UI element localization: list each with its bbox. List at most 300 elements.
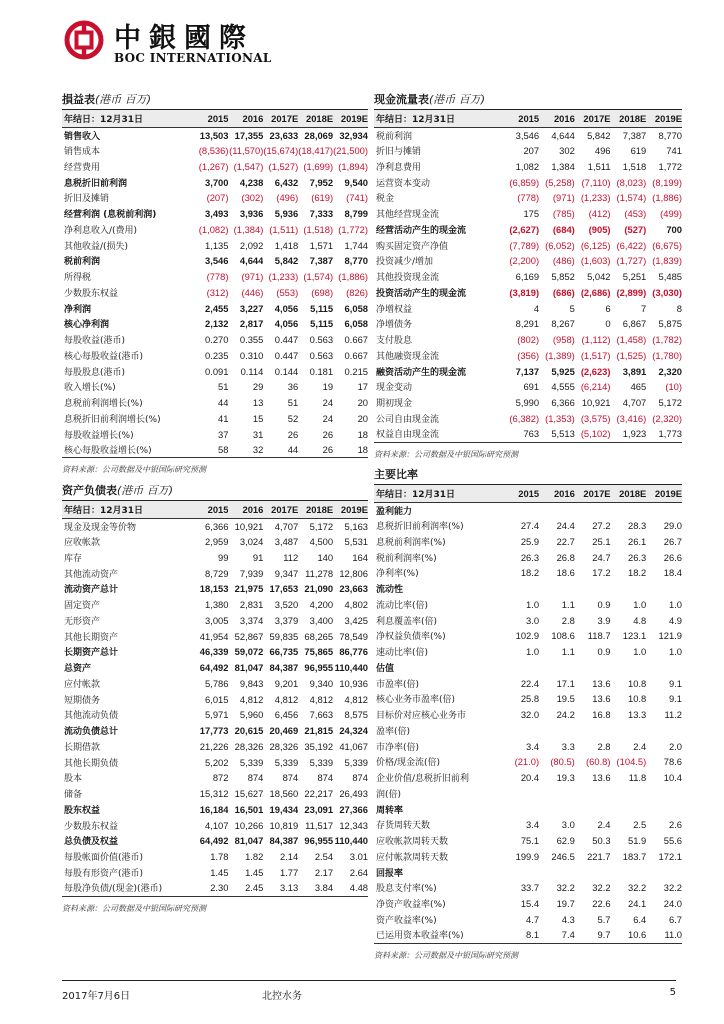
- table-cell: 6: [605, 302, 611, 314]
- table-row: [374, 565, 682, 581]
- table-cell: 2.30: [194, 880, 229, 896]
- table-row: [62, 395, 368, 411]
- table-cell: (553): [276, 286, 299, 298]
- table-cell: 24.4: [556, 520, 575, 532]
- table-cell: 44: [218, 397, 229, 409]
- boc-emblem-icon: [64, 20, 104, 60]
- table-cell: [539, 786, 575, 802]
- table-cell: 26,493: [339, 788, 368, 800]
- row-label: 核心净利润: [64, 320, 110, 331]
- table-cell: 164: [352, 551, 368, 563]
- table-cell: 3,493: [205, 208, 229, 220]
- table-cell: 2.5: [633, 819, 647, 831]
- table-cell: 18.4: [663, 567, 682, 579]
- table-cell: (302): [241, 192, 264, 204]
- table-cell: [611, 801, 647, 817]
- row-label: 税前利润: [376, 131, 413, 142]
- table-cell: 8.1: [503, 927, 539, 943]
- table-row: [374, 801, 682, 817]
- table-cell: (698): [311, 286, 334, 298]
- row-label: 其他融资现金流: [376, 351, 440, 362]
- table-cell: 619: [630, 145, 647, 157]
- table-cell: 17,355: [234, 129, 264, 141]
- table-cell: (6,214): [580, 381, 611, 393]
- table-cell: [503, 864, 539, 880]
- table-cell: 17,773: [199, 725, 229, 737]
- table-cell: 24,324: [339, 725, 368, 737]
- table-cell: 1,082: [515, 160, 540, 172]
- table-cell: 52,867: [234, 630, 264, 642]
- table-row: [374, 534, 682, 550]
- cashflow-unit: (港币 百万): [429, 93, 486, 106]
- row-label: 其他经营现金流: [376, 210, 440, 221]
- table-row: [62, 865, 368, 881]
- table-cell: 13.6: [592, 772, 611, 784]
- column-header-year: 2016: [539, 110, 575, 127]
- row-label: 市净率(倍): [376, 742, 420, 753]
- row-label: 权益自由现金流: [374, 426, 503, 442]
- table-row: [374, 723, 682, 739]
- table-cell: 5,115: [310, 302, 334, 314]
- table-cell: 2,817: [239, 318, 264, 330]
- table-cell: 1,744: [344, 239, 368, 251]
- table-cell: 22,217: [304, 788, 334, 800]
- table-cell: 872: [212, 772, 229, 784]
- table-cell: 4,707: [274, 520, 299, 532]
- table-cell: 0.563: [309, 349, 334, 361]
- table-cell: 18.2: [628, 567, 647, 579]
- table-cell: (1,727): [616, 255, 647, 267]
- table-cell: 1.1: [561, 598, 575, 610]
- table-row: [374, 660, 682, 676]
- table-cell: 3.13: [263, 880, 298, 896]
- table-cell: (453): [624, 208, 647, 220]
- table-cell: 1,773: [646, 426, 682, 442]
- table-cell: 26: [298, 442, 333, 458]
- table-row: [374, 143, 682, 159]
- table-row: [374, 770, 682, 786]
- table-cell: 7: [641, 302, 647, 314]
- column-header-year: 2018E: [298, 501, 333, 518]
- table-cell: 0.091: [205, 365, 229, 377]
- table-cell: 5: [569, 302, 575, 314]
- table-cell: 3,379: [274, 614, 299, 626]
- income-title-text: 損益表: [62, 93, 95, 106]
- table-cell: [539, 723, 575, 739]
- table-cell: 9,201: [274, 677, 299, 689]
- row-label: 股东权益: [64, 805, 101, 816]
- table-cell: 13,503: [199, 129, 229, 141]
- table-cell: (11,570): [229, 145, 264, 157]
- row-label: 核心每股收益(港币): [64, 351, 144, 362]
- row-label: 流动负债总计: [64, 727, 119, 738]
- table-cell: 4,555: [551, 381, 575, 393]
- table-cell: (971): [241, 271, 264, 283]
- table-cell: (5,102): [575, 426, 611, 442]
- row-label: 净利息收入/(费用): [64, 225, 138, 236]
- table-row: [374, 833, 682, 849]
- table-cell: 1,380: [205, 599, 229, 611]
- table-cell: 5,339: [274, 756, 299, 768]
- row-label: 净利润: [64, 304, 92, 315]
- table-cell: 5,852: [551, 271, 575, 283]
- row-label: 经营利润 (息税前利润): [64, 210, 157, 221]
- row-label: 应收帐款: [64, 538, 101, 549]
- row-label: 现金变动: [376, 383, 413, 394]
- table-row: [374, 426, 682, 442]
- table-cell: 19: [322, 381, 334, 393]
- table-cell: 874: [352, 772, 368, 784]
- table-cell: 9,347: [274, 567, 299, 579]
- column-header-year: 2019E: [646, 485, 682, 502]
- row-label: 储备: [64, 790, 83, 801]
- table-cell: 691: [523, 381, 540, 393]
- ratios-title-text: 主要比率: [374, 468, 418, 481]
- table-cell: 465: [630, 381, 647, 393]
- row-label: 经营活动产生的现金流: [376, 225, 467, 236]
- table-cell: 10,921: [234, 520, 264, 532]
- row-label: 息税前利润增长(%): [64, 399, 143, 410]
- table-cell: 5,172: [658, 397, 682, 409]
- table-cell: (527): [624, 223, 647, 235]
- table-cell: 13.3: [628, 709, 647, 721]
- row-label: 股本: [64, 774, 83, 785]
- table-cell: 3,546: [205, 255, 229, 267]
- row-label: 长期资产总计: [64, 648, 119, 659]
- row-label: 流动比率(倍): [376, 600, 429, 611]
- table-row: [374, 864, 682, 880]
- table-cell: 18.2: [520, 567, 540, 579]
- table-cell: 17.2: [592, 567, 611, 579]
- table-cell: 2.45: [228, 880, 263, 896]
- table-cell: 5,990: [515, 397, 540, 409]
- table-row: [62, 174, 368, 190]
- table-cell: 18: [357, 428, 368, 440]
- row-label: 每股帐面价值(港币): [64, 853, 144, 864]
- table-cell: 26.7: [663, 535, 682, 547]
- table-cell: (2,623): [580, 365, 611, 377]
- table-cell: 123.1: [622, 630, 647, 642]
- table-cell: 18.6: [556, 567, 575, 579]
- row-label: 息税前利润率(%): [376, 537, 446, 548]
- table-cell: 7,387: [309, 255, 334, 267]
- table-cell: 6.4: [633, 913, 647, 925]
- table-cell: (21.0): [514, 756, 540, 768]
- table-cell: (619): [311, 192, 334, 204]
- table-cell: [539, 801, 575, 817]
- table-row: [374, 206, 682, 222]
- table-row: [374, 597, 682, 613]
- table-cell: 27.4: [520, 520, 540, 532]
- table-cell: [646, 660, 682, 676]
- column-header-year: 2016: [539, 485, 575, 502]
- table-cell: 8,729: [205, 567, 229, 579]
- table-row: [374, 363, 682, 379]
- table-row: [374, 912, 682, 928]
- table-cell: 3.3: [561, 740, 575, 752]
- table-cell: 3,005: [205, 614, 229, 626]
- row-label: 净利率(%): [376, 569, 419, 580]
- table-cell: 4,107: [205, 819, 229, 831]
- table-cell: 2.4: [597, 819, 611, 831]
- table-cell: 33.7: [520, 882, 540, 894]
- table-cell: (3,030): [652, 286, 682, 298]
- table-row: [374, 849, 682, 865]
- table-cell: 24: [322, 397, 334, 409]
- table-cell: [503, 660, 539, 676]
- table-cell: 41: [218, 412, 229, 424]
- ratios-table: [374, 485, 682, 944]
- row-label: 目标价对应核心业务市: [376, 711, 467, 722]
- table-cell: 17,653: [269, 583, 299, 595]
- table-cell: 4,812: [274, 693, 299, 705]
- table-cell: (1,603): [580, 255, 611, 267]
- table-row: [62, 411, 368, 427]
- table-cell: 0.667: [344, 349, 368, 361]
- column-header-year: 2016: [228, 501, 263, 518]
- table-cell: (2,320): [652, 412, 682, 424]
- table-cell: (1,389): [545, 349, 575, 361]
- table-row: [62, 739, 368, 755]
- table-cell: 3.0: [526, 614, 540, 626]
- table-cell: 26.6: [663, 551, 682, 563]
- column-header-year: 2019E: [333, 110, 368, 127]
- row-label: 税前利润: [64, 257, 101, 268]
- row-label: 投资减少/增加: [376, 257, 434, 268]
- table-cell: 16.8: [592, 709, 611, 721]
- table-cell: 26.1: [628, 535, 647, 547]
- table-cell: 0.355: [239, 334, 264, 346]
- table-cell: 3,700: [205, 176, 229, 188]
- table-cell: (905): [588, 223, 611, 235]
- table-cell: 5.7: [597, 913, 611, 925]
- table-cell: 11.0: [646, 927, 682, 943]
- row-label: 每股有形资产(港币): [64, 868, 144, 879]
- table-cell: 741: [666, 145, 682, 157]
- table-cell: 4,056: [274, 318, 299, 330]
- table-cell: 5,842: [587, 129, 611, 141]
- table-cell: 37: [218, 428, 229, 440]
- table-cell: 8: [676, 302, 682, 314]
- row-label: 收入增长(%): [64, 383, 116, 394]
- table-cell: (6,859): [509, 176, 540, 188]
- table-cell: 2,455: [205, 302, 229, 314]
- table-cell: [503, 502, 539, 518]
- row-label: 息税折旧前利润: [64, 178, 128, 189]
- table-cell: (6,422): [616, 239, 647, 251]
- table-cell: 22.6: [592, 898, 611, 910]
- table-cell: 5,925: [551, 365, 575, 377]
- table-cell: 4,500: [309, 536, 334, 548]
- table-cell: 28,326: [269, 740, 299, 752]
- table-cell: 4,056: [274, 302, 299, 314]
- row-label: 应收帐款周转天数: [376, 837, 449, 848]
- table-cell: 27,366: [339, 803, 368, 815]
- table-cell: 62.9: [556, 835, 575, 847]
- table-cell: 1,571: [309, 239, 334, 251]
- table-cell: 11,278: [305, 567, 334, 579]
- row-label: 股息支付率(%): [376, 884, 437, 895]
- table-cell: (356): [517, 349, 540, 361]
- table-cell: 3,546: [515, 129, 540, 141]
- table-cell: 55.6: [663, 835, 682, 847]
- table-cell: 81,047: [234, 835, 264, 847]
- table-cell: 6,366: [205, 520, 229, 532]
- table-cell: 23,091: [304, 803, 334, 815]
- table-cell: 4,200: [309, 599, 334, 611]
- table-cell: 10.8: [628, 677, 647, 689]
- table-cell: (1,699): [303, 160, 334, 172]
- table-cell: 25.9: [520, 535, 540, 547]
- table-cell: 0.181: [309, 365, 334, 377]
- row-label: 息税折旧前利润增长(%): [64, 414, 161, 425]
- row-label: 核心每股收益增长(%): [62, 442, 194, 458]
- table-cell: (684): [552, 223, 575, 235]
- income-table: [62, 110, 368, 458]
- table-cell: 7,333: [309, 208, 334, 220]
- table-cell: [575, 660, 611, 676]
- table-cell: 29.0: [663, 520, 682, 532]
- table-cell: [646, 801, 682, 817]
- table-cell: 5,875: [658, 318, 682, 330]
- table-row: [374, 253, 682, 269]
- table-cell: 4.3: [561, 913, 575, 925]
- table-row: [62, 379, 368, 395]
- cashflow-title-text: 现金流量表: [374, 93, 429, 106]
- table-row: [62, 253, 368, 269]
- table-row: [62, 143, 368, 159]
- table-cell: (1,267): [198, 160, 229, 172]
- row-label: 应付帐款周转天数: [376, 852, 449, 863]
- table-cell: 29: [252, 381, 264, 393]
- table-cell: 11.2: [664, 709, 682, 721]
- table-row: [62, 565, 368, 581]
- table-cell: 10.6: [611, 927, 647, 943]
- row-label: 净增债务: [376, 320, 413, 331]
- row-label: 购买固定资产净值: [376, 241, 449, 252]
- table-cell: (2,200): [509, 255, 540, 267]
- table-cell: 0: [605, 318, 611, 330]
- table-cell: (1,782): [652, 334, 682, 346]
- table-cell: 91: [252, 551, 264, 563]
- table-row: [62, 222, 368, 238]
- table-cell: 3.9: [597, 614, 611, 626]
- column-header-year-end: 年结日：12月31日: [62, 110, 194, 127]
- table-cell: 24.2: [556, 709, 575, 721]
- table-cell: 2,831: [239, 599, 264, 611]
- table-row: [62, 770, 368, 786]
- table-cell: 2,132: [205, 318, 229, 330]
- table-cell: 84,387: [269, 835, 299, 847]
- cashflow-header-row: [374, 110, 682, 127]
- table-cell: [575, 786, 611, 802]
- balance-title: [62, 481, 368, 501]
- table-row: [374, 300, 682, 316]
- row-label: 销售收入: [64, 131, 101, 142]
- table-cell: [575, 581, 611, 597]
- table-cell: 4,802: [344, 599, 368, 611]
- row-label: 速动比率(倍): [376, 648, 429, 659]
- table-cell: 9,843: [239, 677, 264, 689]
- balance-table: [62, 501, 368, 897]
- row-label: 公司自由现金流: [376, 414, 440, 425]
- row-label: 已运用资本收益率(%): [374, 927, 503, 943]
- table-row: [374, 348, 682, 364]
- table-row: [62, 534, 368, 550]
- table-cell: 10,266: [234, 819, 264, 831]
- table-cell: (18,417): [298, 145, 334, 157]
- table-cell: (486): [552, 255, 575, 267]
- table-cell: [611, 502, 647, 518]
- row-label: 现金及现金等价物: [64, 522, 137, 533]
- income-title: [62, 90, 368, 110]
- table-cell: 24.7: [592, 551, 611, 563]
- table-cell: (802): [517, 334, 540, 346]
- table-row: [374, 880, 682, 896]
- table-cell: 15.4: [520, 898, 540, 910]
- table-cell: 28,069: [304, 129, 334, 141]
- table-cell: 18: [333, 442, 368, 458]
- table-cell: 20.4: [520, 772, 540, 784]
- table-cell: 5,531: [344, 536, 368, 548]
- table-cell: 5,339: [344, 756, 368, 768]
- table-cell: 17: [357, 381, 368, 393]
- table-row: [62, 426, 368, 442]
- table-row: [374, 316, 682, 332]
- table-cell: 2,092: [239, 239, 264, 251]
- table-row: [374, 628, 682, 644]
- table-cell: 172.1: [658, 850, 682, 862]
- row-label: 净权益负债率(%): [376, 632, 446, 643]
- table-cell: (60.8): [586, 756, 611, 768]
- table-cell: 1.0: [668, 646, 682, 658]
- boc-logo: [64, 18, 324, 64]
- table-cell: 27.2: [592, 520, 611, 532]
- table-cell: 4.9: [668, 614, 682, 626]
- table-cell: 5,339: [309, 756, 334, 768]
- income-statement-section: [62, 90, 368, 475]
- table-cell: 8,770: [658, 129, 682, 141]
- table-cell: 5,513: [539, 426, 575, 442]
- table-cell: 16,501: [234, 803, 264, 815]
- table-row: [62, 550, 368, 566]
- row-label: 每股收益增长(%): [64, 430, 134, 441]
- row-label: 净利息费用: [376, 162, 422, 173]
- table-cell: 1.0: [526, 598, 540, 610]
- table-row: [62, 363, 368, 379]
- table-cell: 5,172: [309, 520, 334, 532]
- cashflow-title: [374, 90, 682, 110]
- row-label: 每股收益(港币): [64, 336, 126, 347]
- table-cell: 2.64: [349, 866, 368, 878]
- table-row: [374, 502, 682, 518]
- table-cell: (104.5): [616, 756, 647, 768]
- table-cell: 26.8: [556, 551, 575, 563]
- row-label: 融资活动产生的现金流: [376, 367, 467, 378]
- column-header-year: 2019E: [646, 110, 682, 127]
- table-cell: 3,400: [309, 614, 334, 626]
- table-cell: 9,540: [344, 176, 368, 188]
- table-cell: 86,776: [339, 646, 368, 658]
- table-cell: 874: [317, 772, 334, 784]
- table-cell: 5,936: [274, 208, 299, 220]
- table-cell: 18,153: [199, 583, 229, 595]
- table-cell: 0.667: [344, 334, 368, 346]
- table-cell: 10.8: [628, 693, 647, 705]
- table-cell: 4,707: [622, 397, 647, 409]
- table-cell: (1,886): [652, 192, 682, 204]
- table-row: [62, 676, 368, 692]
